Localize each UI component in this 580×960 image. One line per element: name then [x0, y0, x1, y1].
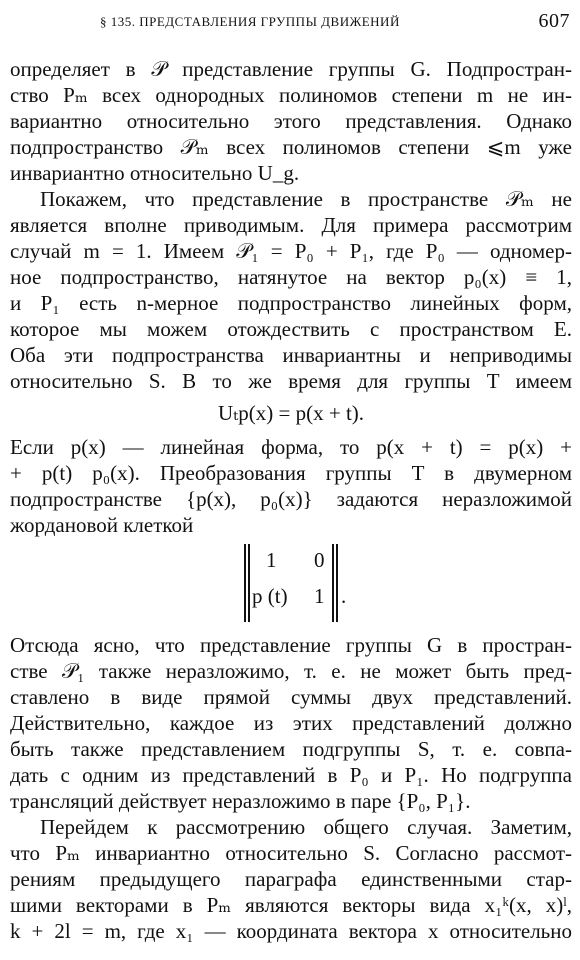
running-head: § 135. ПРЕДСТАВЛЕНИЯ ГРУППЫ ДВИЖЕНИЙ — [100, 14, 400, 29]
matrix-cell: 0 — [314, 548, 325, 572]
text-line: стве 𝒫₁ также неразложимо, т. е. не может быть пред- — [10, 659, 572, 683]
matrix-bar — [332, 544, 334, 622]
matrix-bar — [244, 544, 246, 622]
text-line: трансляций действует неразложимо в паре {P₀, P₁}. — [10, 789, 471, 813]
matrix-bar — [336, 544, 338, 622]
text-line: Покажем, что представление в пространстве 𝒫ₘ не — [40, 187, 572, 211]
text-line: дать с одним из представлений в P₀ и P₁. Но подгруппа — [10, 763, 572, 787]
matrix-period: . — [341, 584, 347, 608]
page-header — [10, 8, 572, 36]
text-line: которое мы можем отождествить с пространством E. — [10, 317, 572, 341]
text-line: жордановой клеткой — [10, 513, 194, 537]
text-line: быть также представлением подгруппы S, т. е. совпа- — [10, 737, 572, 761]
text-line: Отсюда ясно, что представление группы G в простран- — [10, 633, 572, 657]
text-line: k + 2l = m, где x₁ — координата вектора x относительно — [10, 919, 572, 943]
text-line: ство Pₘ всех однородных полиномов степени m не ин- — [10, 83, 572, 107]
text-line: что Pₘ инвариантно относительно S. Согласно рассмот- — [10, 841, 572, 865]
text-line: Если p(x) — линейная форма, то p(x + t) = p(x) + — [10, 435, 572, 459]
text-line: относительно S. В то же время для группы T имеем — [10, 369, 572, 393]
text-line: ставлено в виде прямой суммы двух представлений. — [10, 685, 572, 709]
text-line: является вполне приводимым. Для примера рассмотрим — [10, 213, 572, 237]
text-line: вариантно относительно этого представления. Однако — [10, 109, 572, 133]
page-number: 607 — [538, 10, 570, 32]
text-line: и P₁ есть n-мерное подпространство линейных форм, — [10, 291, 572, 315]
text-line: шими векторами в Pₘ являются векторы вида x₁ᵏ(x, x)ˡ, — [10, 893, 572, 917]
matrix-cell: 1 — [314, 584, 325, 608]
text-line: подпространстве {p(x), p₀(x)} задаются неразложимой — [10, 487, 572, 511]
text-line: подпространство 𝒫ₘ всех полиномов степени ⩽m уже — [10, 135, 572, 159]
text-line: Действительно, каждое из этих представлений должно — [10, 711, 572, 735]
matrix-bar — [248, 544, 250, 622]
text-line: случай m = 1. Имеем 𝒫₁ = P₀ + P₁, где P₀ — одномер- — [10, 239, 572, 263]
text-line: Оба эти подпространства инвариантны и неприводимы — [10, 343, 572, 367]
text-line: Перейдем к рассмотрению общего случая. Заметим, — [40, 815, 572, 839]
matrix-cell: 1 — [266, 548, 277, 572]
text-line: определяет в 𝒫 представление группы G. Подпростран- — [10, 57, 572, 81]
text-line: ное подпространство, натянутое на вектор p₀(x) ≡ 1, — [10, 265, 572, 289]
jordan-matrix — [244, 542, 364, 624]
display-formula: Uₜp(x) = p(x + t). — [217, 401, 365, 425]
text-line: инвариантно относительно U_g. — [10, 161, 300, 185]
matrix-cell: p (t) — [252, 584, 288, 608]
text-line: + p(t) p₀(x). Преобразования группы T в двумерном — [10, 461, 572, 485]
book-page — [10, 0, 572, 960]
text-line: рениям предыдущего параграфа единственными стар- — [10, 867, 572, 891]
